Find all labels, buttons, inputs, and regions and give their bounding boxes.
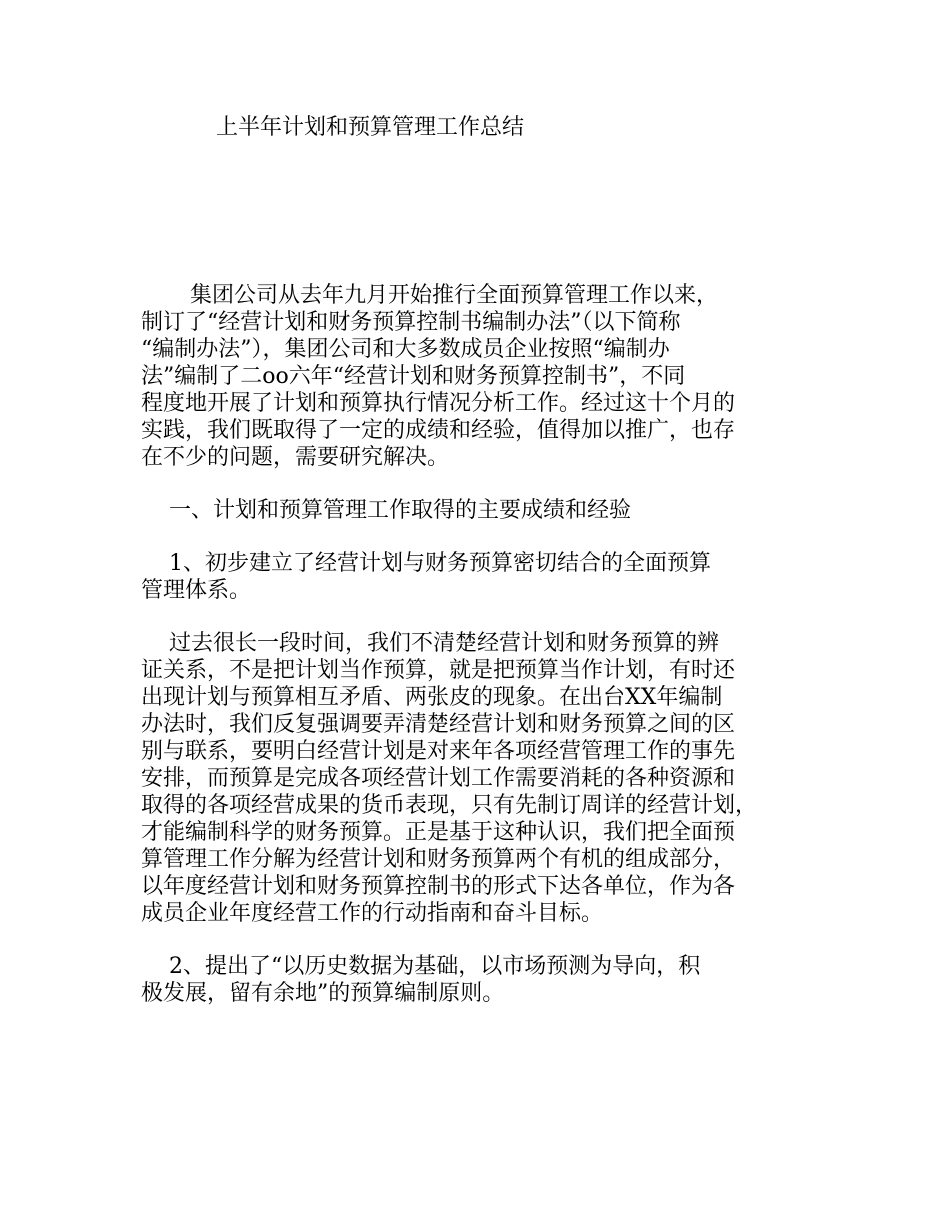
paragraph-intro	[141, 282, 813, 471]
text-line: 取得的各项经营成果的货币表现，只有先制订周详的经营计划，	[141, 793, 758, 818]
text-line: 一、计划和预算管理工作取得的主要成绩和经验	[141, 498, 631, 523]
text-line: 出现计划与预算相互矛盾、两张皮的现象。在出台XX年编制	[141, 685, 723, 710]
text-line: “编制办法”），集团公司和大多数成员企业按照“编制办	[141, 337, 670, 362]
paragraph-gap	[141, 471, 813, 497]
text-line: 以年度经营计划和财务预算控制书的形式下达各单位，作为各	[141, 874, 736, 899]
text-line: 2、提出了“以历史数据为基础，以市场预测为导向，积	[141, 954, 701, 979]
paragraph-gap	[141, 927, 813, 953]
paragraph-body-1	[141, 630, 813, 927]
text-line: 制订了“经营计划和财务预算控制书编制办法”（以下简称	[141, 310, 681, 335]
text-line: 安排，而预算是完成各项经营计划工作需要消耗的各种资源和	[141, 766, 736, 791]
text-line: 才能编制科学的财务预算。正是基于这种认识，我们把全面预	[141, 820, 736, 845]
document-title: 上半年计划和预算管理工作总结	[216, 115, 525, 140]
text-line: 1、初步建立了经营计划与财务预算密切结合的全面预算	[141, 551, 711, 576]
paragraph-gap	[141, 524, 813, 550]
text-line: 极发展，留有余地”的预算编制原则。	[141, 981, 505, 1006]
subsection-heading-2	[141, 953, 813, 1007]
subsection-heading-1	[141, 550, 813, 604]
text-line: 算管理工作分解为经营计划和财务预算两个有机的组成部分，	[141, 847, 736, 872]
text-line: 过去很长一段时间，我们不清楚经营计划和财务预算的辨	[141, 631, 719, 656]
text-line: 实践，我们既取得了一定的成绩和经验，值得加以推广，也存	[141, 418, 736, 443]
text-line: 在不少的问题，需要研究解决。	[141, 445, 450, 470]
text-line: 别与联系，要明白经营计划是对来年各项经营管理工作的事先	[141, 739, 736, 764]
section-heading-1	[141, 497, 813, 524]
text-line: 法”编制了二oo六年“经营计划和财务预算控制书”，不同	[141, 364, 686, 389]
text-line: 程度地开展了计划和预算执行情况分析工作。经过这十个月的	[141, 391, 736, 416]
text-line: 成员企业年度经营工作的行动指南和奋斗目标。	[141, 901, 604, 926]
text-line: 管理体系。	[141, 578, 252, 603]
text-line: 证关系，不是把计划当作预算，就是把预算当作计划，有时还	[141, 658, 736, 683]
paragraph-gap	[141, 604, 813, 630]
document-body	[141, 282, 813, 1007]
text-line: 办法时，我们反复强调要弄清楚经营计划和财务预算之间的区	[141, 712, 736, 737]
text-line: 集团公司从去年九月开始推行全面预算管理工作以来，	[141, 283, 718, 308]
